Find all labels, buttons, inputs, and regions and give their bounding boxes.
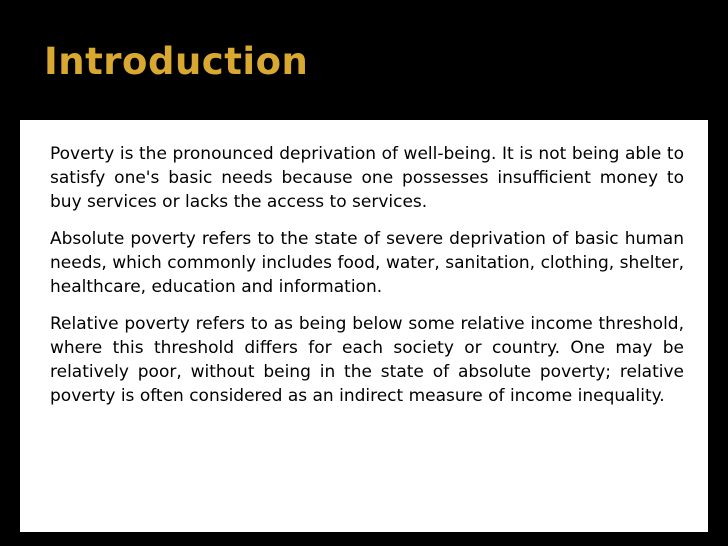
paragraph-relative-poverty: Relative poverty refers to as being below some relative income threshold, where this threshold differs for each society or country. One may be relatively poor, without being in the state of absolute poverty; relative poverty is often considered as an indirect measure of income inequality. [50, 314, 684, 406]
title-band [0, 0, 728, 116]
body-text [50, 142, 684, 421]
content-panel [20, 120, 708, 532]
paragraph-poverty-definition: Poverty is the pronounced deprivation of well-being. It is not being able to satisfy one's basic needs because one possesses insufficient money to buy services or lacks the access to services. [50, 144, 684, 212]
slide-title: Introduction [44, 40, 309, 83]
paragraph-absolute-poverty: Absolute poverty refers to the state of severe deprivation of basic human needs, which commonly includes food, water, sanitation, clothing, shelter, healthcare, education and information. [50, 229, 684, 297]
